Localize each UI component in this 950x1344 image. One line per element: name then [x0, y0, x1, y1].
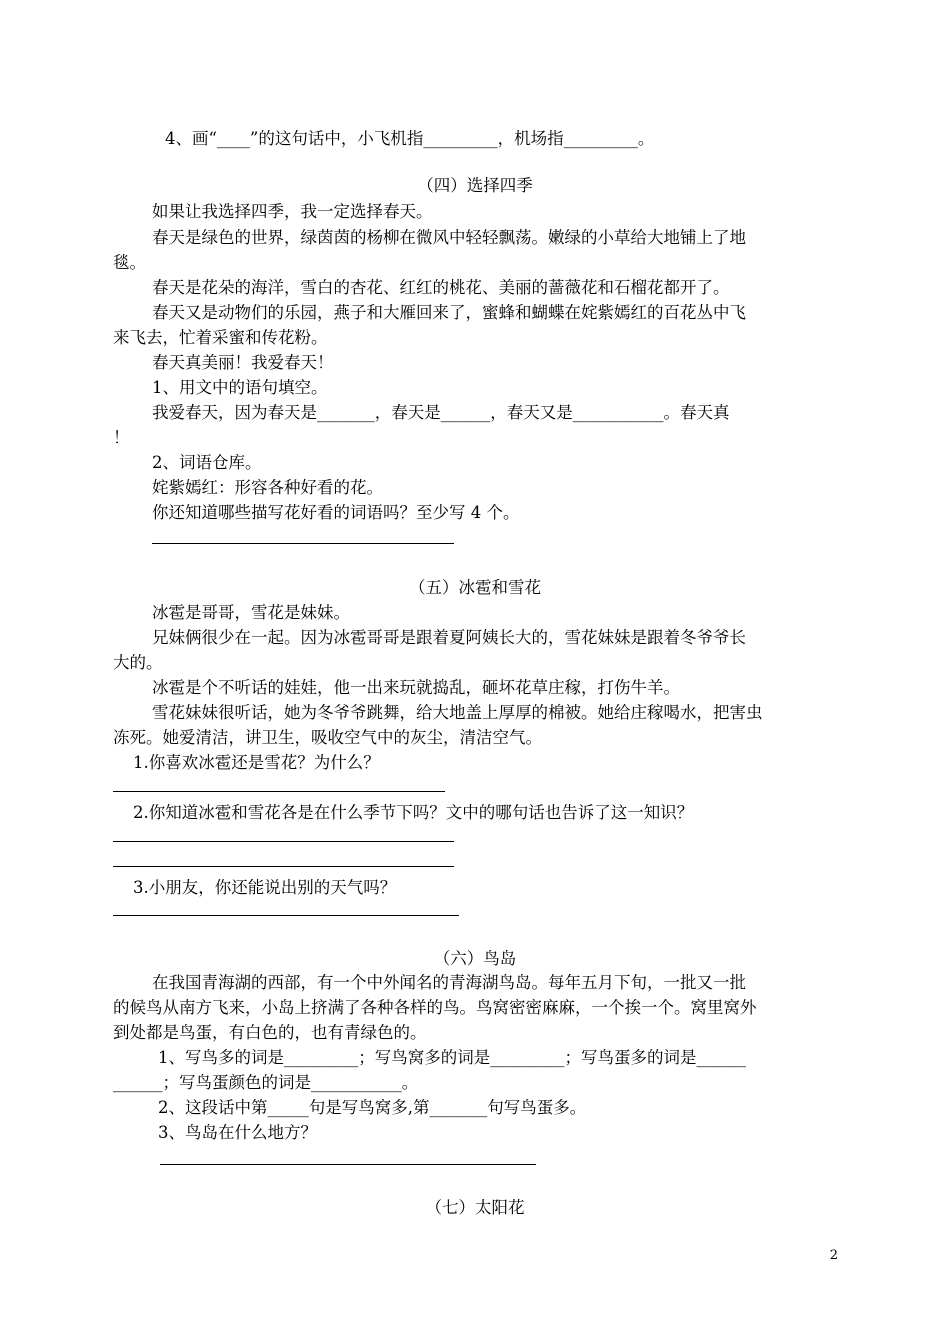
paragraph: 春天又是动物们的乐园，燕子和大雁回来了，蜜蜂和蝴蝶在姹紫嫣红的百花丛中飞	[152, 303, 746, 322]
fill-in-question-continued: ！	[113, 428, 130, 447]
paragraph-continued: 大的。	[113, 653, 163, 672]
paragraph: 在我国青海湖的西部，有一个中外闻名的青海湖鸟岛。每年五月下旬，一批又一批	[152, 973, 746, 992]
section-7-heading: （七）太阳花	[425, 1198, 525, 1217]
paragraph-continued: 冻死。她爱清洁，讲卫生，吸收空气中的灰尘，清洁空气。	[113, 728, 542, 747]
question: 2、词语仓库。	[152, 453, 262, 472]
section-5-heading: （五）冰雹和雪花	[409, 578, 541, 597]
answer-line[interactable]	[113, 841, 454, 842]
question: 1、用文中的语句填空。	[152, 378, 328, 397]
definition: 姹紫嫣红：形容各种好看的花。	[152, 478, 383, 497]
paragraph: 春天是花朵的海洋，雪白的杏花、红红的桃花、美丽的蔷薇花和石榴花都开了。	[152, 278, 730, 297]
section-6-heading: （六）鸟岛	[433, 949, 517, 968]
answer-line[interactable]	[113, 915, 459, 916]
question: 3.小朋友，你还能说出别的天气吗？	[133, 878, 397, 897]
paragraph: 如果让我选择四季，我一定选择春天。	[152, 202, 433, 221]
answer-line[interactable]	[113, 866, 454, 867]
fill-in-question: 1、写鸟多的词是_________；写鸟窝多的词是_________；写鸟蛋多的词是______	[158, 1048, 746, 1067]
fill-in-question-continued: ______；写鸟蛋颜色的词是___________。	[113, 1073, 419, 1092]
paragraph: 兄妹俩很少在一起。因为冰雹哥哥是跟着夏阿姨长大的，雪花妹妹是跟着冬爷爷长	[152, 628, 746, 647]
paragraph: 冰雹是个不听话的娃娃，他一出来玩就捣乱，砸坏花草庄稼，打伤牛羊。	[152, 678, 680, 697]
fill-in-question: 我爱春天，因为春天是_______，春天是______，春天又是___________。春天真	[152, 403, 730, 422]
paragraph-continued: 的候鸟从南方飞来，小岛上挤满了各种各样的鸟。鸟窝密密麻麻，一个挨一个。窝里窝外	[113, 998, 757, 1017]
answer-line[interactable]	[160, 1164, 536, 1165]
question: 3、鸟岛在什么地方？	[158, 1123, 317, 1142]
question: 1.你喜欢冰雹还是雪花？为什么？	[133, 753, 380, 772]
page-number: 2	[829, 1248, 838, 1263]
paragraph: 冰雹是哥哥，雪花是妹妹。	[152, 603, 350, 622]
paragraph-continued: 到处都是鸟蛋，有白色的，也有青绿色的。	[113, 1023, 427, 1042]
paragraph: 雪花妹妹很听话，她为冬爷爷跳舞，给大地盖上厚厚的棉被。她给庄稼喝水，把害虫	[152, 703, 763, 722]
fill-in-question: 2、这段话中第_____句是写鸟窝多,第_______句写鸟蛋多。	[158, 1098, 587, 1117]
question: 你还知道哪些描写花好看的词语吗？至少写 4 个。	[152, 503, 520, 522]
paragraph-continued: 毯。	[113, 253, 146, 272]
answer-line[interactable]	[152, 543, 454, 544]
question: 2.你知道冰雹和雪花各是在什么季节下吗？文中的哪句话也告诉了这一知识？	[133, 803, 694, 822]
section-4-heading: （四）选择四季	[417, 176, 533, 195]
paragraph-continued: 来飞去，忙着采蜜和传花粉。	[113, 328, 328, 347]
answer-line[interactable]	[113, 791, 445, 792]
paragraph: 春天是绿色的世界，绿茵茵的杨柳在微风中轻轻飘荡。嫩绿的小草给大地铺上了地	[152, 228, 746, 247]
s3-question-4: 4、画“____”的这句话中，小飞机指_________，机场指_________。	[165, 129, 655, 148]
paragraph: 春天真美丽！我爱春天！	[152, 353, 334, 372]
